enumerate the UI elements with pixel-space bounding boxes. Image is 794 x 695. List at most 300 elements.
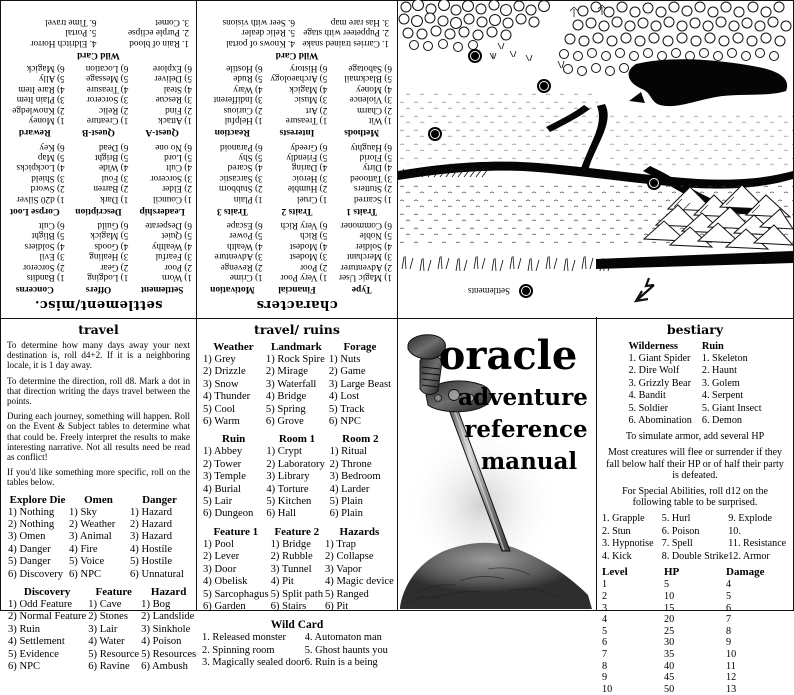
level-value: 3 <box>602 602 608 614</box>
wild-card-item: 1. Carries trained snake <box>302 38 389 49</box>
table-item: 1) Magic User <box>338 273 392 283</box>
table-item: 6) Grove <box>265 416 304 428</box>
table-item: 6) No one <box>155 142 192 153</box>
travel-ruins-title: travel/ ruins <box>254 322 340 337</box>
table-item: 2) Sword <box>30 184 65 195</box>
table-item: 3) Tunnel <box>270 563 312 575</box>
settlement-misc-row-3 <box>3 64 194 137</box>
table-item: 1) Nothing <box>8 506 55 518</box>
table-item: 6) Sabotage <box>348 64 392 75</box>
abilities-col-1 <box>602 513 662 563</box>
table-item: 1) Bandits <box>26 273 65 283</box>
table-header: Ruin <box>222 433 246 446</box>
table-header: Feature 2 <box>274 525 320 538</box>
table-feature-2 <box>270 525 324 613</box>
table-item: 2) Rubble <box>270 551 313 563</box>
damage-value: 10 <box>726 648 737 660</box>
table-item: 4) Soldier <box>355 241 392 252</box>
table-traits-2 <box>265 142 330 215</box>
table-item: 5) Sarcophagus <box>203 588 269 600</box>
travel-paragraph: During each journey, something will happen. Roll on the Event & Subject tables to determine what that could be. Freely interpret the results to make interesting narrative. Not all results need be read as conflict! <box>7 411 190 463</box>
table-header: Methods <box>344 127 380 138</box>
panel-cover <box>398 319 595 610</box>
table-wilderness <box>628 340 691 427</box>
table-item: 2) Stones <box>88 611 128 623</box>
table-item: 5) Ranged <box>325 588 369 600</box>
table-item: 6) Cult <box>38 220 65 231</box>
travel-table-row-2 <box>7 585 197 673</box>
travel-ruins-row-3 <box>202 525 392 613</box>
table-item: 1) Wit <box>368 116 392 127</box>
settlement-misc-row-1 <box>3 221 194 294</box>
table-item: 2) Art <box>305 105 328 116</box>
table-item: 1) Helpful <box>224 116 263 127</box>
table-item: 6) Plain <box>329 508 363 520</box>
table-item: 5) Map <box>37 152 65 163</box>
table-item: 3) Large Beast <box>328 378 392 390</box>
table-item: 3) Snow <box>203 378 239 390</box>
table-omen <box>68 493 129 581</box>
travel-ruins-row-1 <box>202 340 392 428</box>
table-header: Settlement <box>140 284 184 294</box>
travel-paragraph: To determine how many days away your next destination is, roll d4+2. If it is a neighboring locale, it is 1 day away. <box>7 340 190 371</box>
table-room-2 <box>329 432 392 520</box>
wild-card-item: 4. Automaton man <box>304 632 382 644</box>
ability-item: 7. Spell <box>661 538 693 550</box>
table-item: 6) Guild <box>97 220 129 231</box>
table-item: 3) Indifferent <box>213 95 263 106</box>
table-item: 1) Nuts <box>328 354 361 365</box>
table-item: 3) Rescue <box>155 95 192 106</box>
table-item: 4) Goods <box>94 241 129 252</box>
wild-card-item: 5. Ghost haunts you <box>304 644 388 656</box>
table-header: Reward <box>18 127 51 138</box>
bestiary-title: bestiary <box>666 322 724 337</box>
panel-travel <box>1 319 197 673</box>
table-header: Hazard <box>150 586 187 599</box>
table-feature-1 <box>202 525 270 613</box>
panel-characters <box>198 1 396 317</box>
table-item: 2) Landslide <box>141 611 195 623</box>
column-header: HP <box>664 566 680 579</box>
table-ruin <box>202 432 265 520</box>
table-item: 2) Gear <box>100 262 129 273</box>
table-item: 5) Resource <box>88 648 140 660</box>
table-header: Ruin <box>701 341 724 352</box>
table-weather <box>202 340 265 428</box>
table-item: 4) Thunder <box>203 391 251 403</box>
table-landmark <box>265 340 328 428</box>
cover-art <box>398 319 595 610</box>
wild-card-col-left <box>99 17 192 48</box>
table-item: 3) Heroic <box>292 173 328 184</box>
panel-divider-1 <box>196 0 197 611</box>
table-room-1 <box>265 432 328 520</box>
wild-card-item: 1. Rain of blood <box>129 38 189 49</box>
ability-item: 6. Poison <box>661 525 700 537</box>
table-item: 3) Library <box>266 471 310 483</box>
table-header: Discovery <box>23 586 71 599</box>
table-item: 5) Florid <box>359 152 392 163</box>
characters-wild-card <box>200 17 394 59</box>
map-legend <box>519 284 533 298</box>
table-offers <box>67 221 131 294</box>
table-quest-b <box>67 64 131 137</box>
map-illustration <box>398 1 793 317</box>
wild-card-item: 6. Time travel <box>45 17 97 28</box>
table-item: 2) Curious <box>223 105 263 116</box>
table-item: 6) Commoner <box>340 220 392 231</box>
table-item: 5) Spring <box>265 403 306 415</box>
table-header: Concerns <box>15 284 54 294</box>
table-item: 4) Soldiers <box>24 241 65 252</box>
table-item: 4) Fire <box>69 543 98 555</box>
ability-item: 10. <box>728 525 741 537</box>
table-item: 4) Lost <box>328 391 360 403</box>
table-item: 6) Paranoid <box>220 142 263 153</box>
table-item: 5) Evidence <box>8 648 59 660</box>
table-hazard <box>140 585 197 673</box>
table-item: 4) Obelisk <box>203 576 248 588</box>
wild-card-item: 6. Ruin is a being <box>304 657 378 669</box>
table-methods <box>329 64 394 137</box>
table-item: 3) Sorceror <box>86 95 129 106</box>
map-svg <box>398 1 793 317</box>
table-header: Room 1 <box>278 433 316 446</box>
table-item: 1) Worn <box>162 273 192 283</box>
ability-item: 12. Armor <box>728 550 770 562</box>
table-item: 2) Laboratory <box>266 458 325 470</box>
hp-value: 50 <box>664 683 675 695</box>
panel-travel-ruins <box>198 319 396 669</box>
table-item: 4) Settlement <box>8 636 65 648</box>
table-corpse-loot <box>3 142 67 215</box>
wild-card-item: 2. Puppeteer with stage <box>303 28 389 39</box>
travel-title: travel <box>78 322 119 337</box>
table-item: 4) Magick <box>289 84 328 95</box>
ability-item: 9. Explode <box>728 513 772 524</box>
ability-item: 2. Stun <box>602 525 631 537</box>
table-item: 5) Message <box>86 74 129 85</box>
table-concerns <box>3 221 67 294</box>
table-item: 4) Money <box>356 84 392 95</box>
table-item: 6) Magick <box>26 64 65 75</box>
table-item: 4) Burial <box>203 483 241 495</box>
hp-column <box>664 565 726 695</box>
cover-title-line4: manual <box>480 448 578 475</box>
table-item: 6) Escape <box>226 220 263 231</box>
table-item: 1) Odd Feature <box>8 599 73 611</box>
hp-value: 45 <box>664 672 675 684</box>
table-item: 6) Explore <box>152 64 192 75</box>
table-item: 6) Garden <box>203 600 246 612</box>
table-item: 3. Grizzly Bear <box>628 377 691 389</box>
table-item: 6. Demon <box>701 415 743 427</box>
hp-value: 35 <box>664 648 675 660</box>
wild-card-item: 3. Has rare map <box>330 17 389 28</box>
table-item: 2) Elder <box>162 184 192 195</box>
table-item: 1) Creature <box>86 116 129 127</box>
wild-card-header: Wild Card <box>270 619 324 632</box>
table-item: 3) Waterfall <box>265 378 317 390</box>
table-item: 5) Power <box>229 231 263 242</box>
table-item: 6) NPC <box>328 416 361 428</box>
table-header: Room 2 <box>342 433 379 446</box>
table-item: 3) Sorceror <box>150 173 192 184</box>
wild-card-col-left <box>202 632 305 669</box>
table-item: 4. Serpent <box>701 390 744 402</box>
table-item: 5. Soldier <box>628 402 669 414</box>
wild-card-item: 5. Portal <box>65 28 97 39</box>
settlement-misc-title: settlement/misc. <box>34 297 163 312</box>
table-item: 2) Charm <box>357 105 392 116</box>
table-financial <box>265 221 330 294</box>
level-value: 6 <box>602 637 608 649</box>
table-item: 4) Treasure <box>86 84 129 95</box>
table-item: 2) Drizzle <box>203 366 246 378</box>
hp-value: 40 <box>664 660 675 672</box>
table-traits-1 <box>329 142 394 215</box>
cover-title-line1: oracle <box>438 332 578 379</box>
table-header: Danger <box>142 493 177 506</box>
abilities-col-2 <box>662 513 728 563</box>
table-header: Forage <box>343 341 377 353</box>
level-value: 10 <box>602 683 613 695</box>
table-item: 2) Weather <box>69 519 116 531</box>
table-item: 4) Dirty <box>362 163 392 174</box>
table-item: 5) Lord <box>164 152 192 163</box>
damage-value: 12 <box>726 672 737 684</box>
table-item: 3) Animal <box>69 531 112 543</box>
table-item: 4) Modest <box>289 241 328 252</box>
ability-item: 1. Grapple <box>602 513 645 524</box>
wild-card-col-right <box>6 17 99 48</box>
level-value: 2 <box>602 590 608 602</box>
table-item: 2) Hazard <box>130 519 173 531</box>
table-reward <box>3 64 67 137</box>
table-item: 4) Wary <box>233 84 263 95</box>
table-discovery <box>7 585 87 673</box>
damage-value: 5 <box>726 590 732 602</box>
table-item: 4) Pit <box>270 576 294 588</box>
table-item: 3) Plain Item <box>16 95 65 106</box>
settlement-misc-row-2 <box>3 142 194 215</box>
table-item: 5) Ally <box>38 74 65 85</box>
wild-card-item: 3. Magically sealed door <box>202 657 305 669</box>
table-header: Weather <box>213 341 254 353</box>
wild-card-item: 3. Comet <box>155 17 189 28</box>
table-item: 2) Lever <box>203 551 240 563</box>
table-item: 6) Key <box>39 142 65 153</box>
table-header: Description <box>75 205 122 216</box>
table-item: 6) NPC <box>8 661 41 673</box>
table-item: 1) Trap <box>325 538 356 550</box>
table-item: 1) Sky <box>69 506 97 518</box>
table-item: 2) Stubborn <box>219 184 263 195</box>
level-value: 8 <box>602 660 608 672</box>
table-item: 1) Lodging <box>87 273 129 283</box>
table-item: 4) Bridge <box>265 391 307 403</box>
level-table <box>602 565 788 695</box>
table-item: 5) Magick <box>90 231 129 242</box>
table-item: 1) Cave <box>88 599 122 611</box>
table-header: Omen <box>84 493 113 506</box>
table-item: 6) Hall <box>266 508 297 520</box>
table-header: Traits 1 <box>346 205 378 216</box>
table-item: 6) Pit <box>325 600 349 612</box>
table-item: 6) History <box>289 64 328 75</box>
table-header: Feature <box>95 586 132 599</box>
table-item: 3) Hazard <box>130 531 173 543</box>
wild-card-item: 1. Released monster <box>202 632 286 644</box>
table-item: 3) Vapor <box>325 563 362 575</box>
table-item: 3) Merchant <box>346 252 392 263</box>
characters-row-1 <box>200 221 394 294</box>
hp-value: 25 <box>664 625 675 637</box>
table-interests <box>265 64 330 137</box>
table-item: 4) Lockpicks <box>16 163 65 174</box>
table-item: 5) Danger <box>8 556 51 568</box>
table-item: 2) Game <box>328 366 366 378</box>
table-item: 3) Adventure <box>214 252 263 263</box>
table-item: 2) Find <box>165 105 192 116</box>
wild-card-header: Wild Card <box>275 49 319 60</box>
table-header: Traits 2 <box>281 205 313 216</box>
table-item: 5) Lair <box>203 496 233 508</box>
ability-item: 8. Double Strike <box>661 550 729 562</box>
table-item: 2) Normal Feature <box>8 611 87 623</box>
table-item: 5) Friendly <box>286 152 328 163</box>
table-hazards <box>324 525 395 613</box>
table-reaction <box>200 64 265 137</box>
table-item: 1) Council <box>152 194 192 205</box>
table-item: 5) Hostile <box>130 556 173 568</box>
panel-bestiary <box>597 319 793 695</box>
table-item: 3) Evil <box>39 252 65 263</box>
damage-value: 9 <box>726 637 732 649</box>
table-item: 2) Stutters <box>353 184 392 195</box>
table-item: 6) Stairs <box>270 600 307 612</box>
characters-title: characters <box>256 297 338 312</box>
table-traits-3 <box>200 142 265 215</box>
table-item: 1) Ritual <box>329 446 368 458</box>
table-item: 4) Torture <box>266 483 309 495</box>
table-item: 5) Blight <box>31 231 65 242</box>
table-item: 2) Poor <box>300 262 328 273</box>
table-item: 5) Plain <box>329 496 363 508</box>
characters-row-3 <box>200 64 394 137</box>
table-item: 2) Tower <box>203 458 242 470</box>
table-item: 4) Steal <box>163 84 192 95</box>
damage-value: 8 <box>726 625 732 637</box>
table-item: 2) Revenge <box>220 262 263 273</box>
table-item: 5) Archaeology <box>270 74 328 85</box>
damage-value: 7 <box>726 614 732 626</box>
table-header: Type <box>351 284 372 294</box>
table-item: 3) Healing <box>89 252 129 263</box>
special-abilities-table <box>602 513 788 563</box>
table-item: 2) Relic <box>98 105 129 116</box>
table-item: 6) Warm <box>203 416 240 428</box>
table-item: 4) Poison <box>141 636 182 648</box>
table-item: 2. Haunt <box>701 365 737 377</box>
table-item: 5) Deliver <box>154 74 192 85</box>
table-item: 5) Rich <box>300 231 328 242</box>
characters-row-2 <box>200 142 394 215</box>
table-motivation <box>200 221 265 294</box>
table-item: 3) Fearful <box>155 252 192 263</box>
hp-value: 15 <box>664 602 675 614</box>
table-quest-a <box>130 64 194 137</box>
travel-ruins-row-2 <box>202 432 392 520</box>
table-item: 1) Attack <box>158 116 192 127</box>
table-item: 6) Dead <box>98 142 129 153</box>
table-item: 1. Giant Spider <box>628 353 691 364</box>
table-header: Reaction <box>214 127 251 138</box>
damage-value: 11 <box>726 660 736 672</box>
table-item: 5) Rude <box>233 74 263 85</box>
table-item: 2) Throne <box>329 458 372 470</box>
hp-value: 20 <box>664 614 675 626</box>
table-item: 1) Crypt <box>266 446 302 458</box>
table-item: 6. Abomination <box>628 415 692 427</box>
table-forage <box>328 340 392 428</box>
table-item: 1. Skeleton <box>701 353 748 364</box>
panel-settlement-misc <box>1 1 196 317</box>
table-item: 4) Larder <box>329 483 370 495</box>
damage-value: 13 <box>726 683 737 695</box>
ability-item: 5. Hurl <box>661 513 691 524</box>
table-item: 5) Voice <box>69 556 105 568</box>
table-item: 3) Bedroom <box>329 471 381 483</box>
table-item: 2) Nothing <box>8 519 55 531</box>
column-header: Damage <box>726 566 765 579</box>
table-item: 6) Haughty <box>350 142 392 153</box>
map-legend-label: Settlements <box>468 286 510 296</box>
wild-card-col-right <box>305 632 392 669</box>
table-item: 2) Humble <box>287 184 328 195</box>
table-feature <box>87 585 140 673</box>
table-header: Traits 3 <box>216 205 248 216</box>
table-item: 5) Track <box>328 403 365 415</box>
wild-card-item: 6. Seer with visions <box>222 17 295 28</box>
travel-paragraph: If you'd like something more specific, roll on the tables below. <box>7 467 190 488</box>
table-header: Corpse Loot <box>9 205 60 216</box>
table-header: Leadership <box>139 205 185 216</box>
table-item: 6) Very Rich <box>280 220 328 231</box>
table-item: 6) Discovery <box>8 568 64 580</box>
bestiary-note: To simulate armor, add several HP <box>625 431 765 443</box>
wild-card-item: 5. Relic dealer <box>241 28 295 39</box>
table-item: 3) Sarcastic <box>219 173 263 184</box>
table-item: 1) Very Poor <box>280 273 328 283</box>
table-header: Financial <box>278 284 316 294</box>
table-item: 4) Wide <box>99 163 129 174</box>
table-item: 3) Ruin <box>8 623 41 635</box>
table-type <box>329 221 394 294</box>
table-header: Hazards <box>339 525 380 538</box>
table-item: 1) d20 Silver <box>16 194 65 205</box>
wild-card-header: Wild Card <box>77 49 120 60</box>
wild-card-item: 2. Purple eclipse <box>128 28 189 39</box>
table-ruin-creatures <box>702 340 762 427</box>
table-item: 3. Golem <box>701 377 740 389</box>
table-item: 6) Dungeon <box>203 508 254 520</box>
travel-table-row-1 <box>7 493 190 581</box>
table-item: 5) Kitchen <box>266 496 312 508</box>
table-item: 4) Wealthy <box>151 241 192 252</box>
table-item: 5) Split path <box>270 588 323 600</box>
